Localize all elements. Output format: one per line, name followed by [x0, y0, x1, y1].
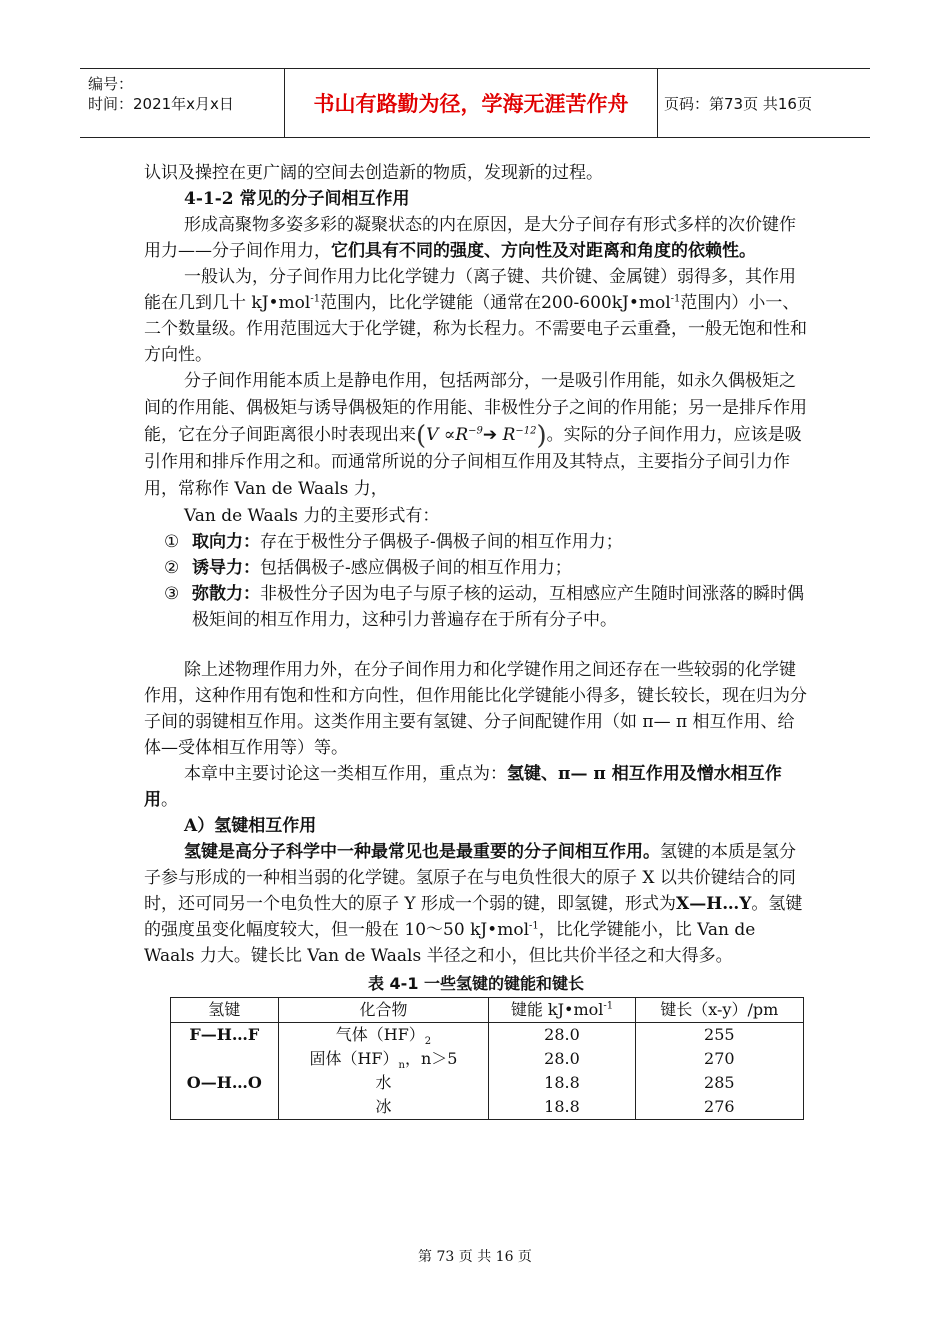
- paragraph: 本章中主要讨论这一类相互作用，重点为：氢键、π— π 相互作用及憎水相互作用。: [144, 764, 782, 810]
- doc-id-label: 编号：: [88, 75, 134, 93]
- paragraph: 除上述物理作用力外，在分子间作用力和化学键作用之间还存在一些较弱的化学键作用，这种作用有饱和性和方向性，但作用能比化学键能小得多，键长较长，现在归为分子间的弱键相互作用。这类作用主要有氢键、分子间配键作用（如 π— π 相互作用、给体—受体相互作用等）等。: [144, 660, 807, 758]
- list-item: ① 取向力：存在于极性分子偶极子-偶极子间的相互作用力；: [164, 532, 623, 552]
- list-item: ③ 弥散力：非极性分子因为电子与原子核的运动，互相感应产生随时间涨落的瞬时偶极矩间的相互作用力，这种引力普遍存在于所有分子中。: [164, 584, 804, 630]
- paragraph: 分子间作用能本质上是静电作用，包括两部分，一是吸引作用能，如永久偶极矩之间的作用能、偶极矩与诱导偶极矩的作用能、非极性分子之间的作用能；另一是排斥作用能，它在分子间距离很小时表现出来($V \propto R^{-9}➔$ $R^{-12}$)。实际的分子间作用力，应该是吸引作用和排斥作用之和。而通常所说的分子间相互作用及其特点，主要指分子间引力作用，常称作 Van de Waals 力，: [144, 371, 807, 499]
- hydrogen-bond-table: [170, 997, 804, 1120]
- motto: 书山有路勤为径，学海无涯苦作舟: [285, 69, 658, 137]
- table-caption: 表 4-1 一些氢键的键能和键长: [367, 974, 585, 993]
- list-item: ② 诱导力：包括偶极子-感应偶极子间的相互作用力；: [164, 558, 572, 578]
- document-body: [144, 160, 808, 1120]
- date-label: 时间：2021年x月x日: [88, 95, 234, 113]
- header: [80, 68, 870, 138]
- paragraph: 认识及操控在更广阔的空间去创造新的物质，发现新的过程。: [144, 163, 603, 183]
- paragraph: 一般认为，分子间作用力比化学键力（离子键、共价键、金属键）弱得多，其作用能在几到几十 kJ•mol$^{-1}$范围内，比化学键能（通常在200-600kJ•mol$^{-1}$范围内）小一、二个数量级。作用范围远大于化学键，称为长程力。不需要电子云重叠，一般无饱和性和方向性。: [144, 267, 807, 365]
- page-info: 页码：第73页 共16页: [664, 94, 812, 113]
- table-row: O—H…O 水 18.8 285: [171, 1071, 804, 1095]
- table-header-row: 氢键 化合物 键能 kJ•mol$^{-1}$ 键长（x-y）/pm: [171, 998, 804, 1023]
- table-row: 固体$(HF)_n$，n＞5 28.0 270: [171, 1047, 804, 1071]
- header-left: [80, 69, 285, 137]
- paragraph: 氢键是高分子科学中一种最常见也是最重要的分子间相互作用。氢键的本质是氢分子参与形成的一种相当弱的化学键。氢原子在与电负性很大的原子 X 以共价键结合的同时，还可同另一个电负性大的原子 Y 形成一个弱的键，即氢键，形式为X—H…Y。氢键的强度虽变化幅度较大，但一般在 10～50 kJ•mol$^{-1}$，比化学键能小，比 Van de Waals 力大。键长比 Van de Waals 半径之和小，但比共价半径之和大得多。: [144, 842, 803, 966]
- paragraph: Van de Waals 力的主要形式有：: [184, 506, 440, 526]
- page-footer: 第 73 页 共 16 页: [418, 1249, 532, 1265]
- paragraph: 形成高聚物多姿多彩的凝聚状态的内在原因，是大分子间存有形式多样的次价键作用力——分子间作用力，它们具有不同的强度、方向性及对距离和角度的依赖性。: [144, 215, 796, 261]
- force-list: [144, 529, 808, 633]
- sub-heading: A）氢键相互作用: [184, 816, 317, 836]
- table-row: 冰 18.8 276: [171, 1095, 804, 1120]
- repulsion-formula: ($V \propto R^{-9}➔$ $R^{-12}$): [416, 421, 547, 451]
- section-heading: 4-1-2 常见的分子间相互作用: [184, 189, 410, 209]
- table-row: F—H…F 气体$(HF)_2$ 28.0 255: [171, 1023, 804, 1048]
- bold-emphasis: 它们具有不同的强度、方向性及对距离和角度的依赖性。: [331, 241, 756, 261]
